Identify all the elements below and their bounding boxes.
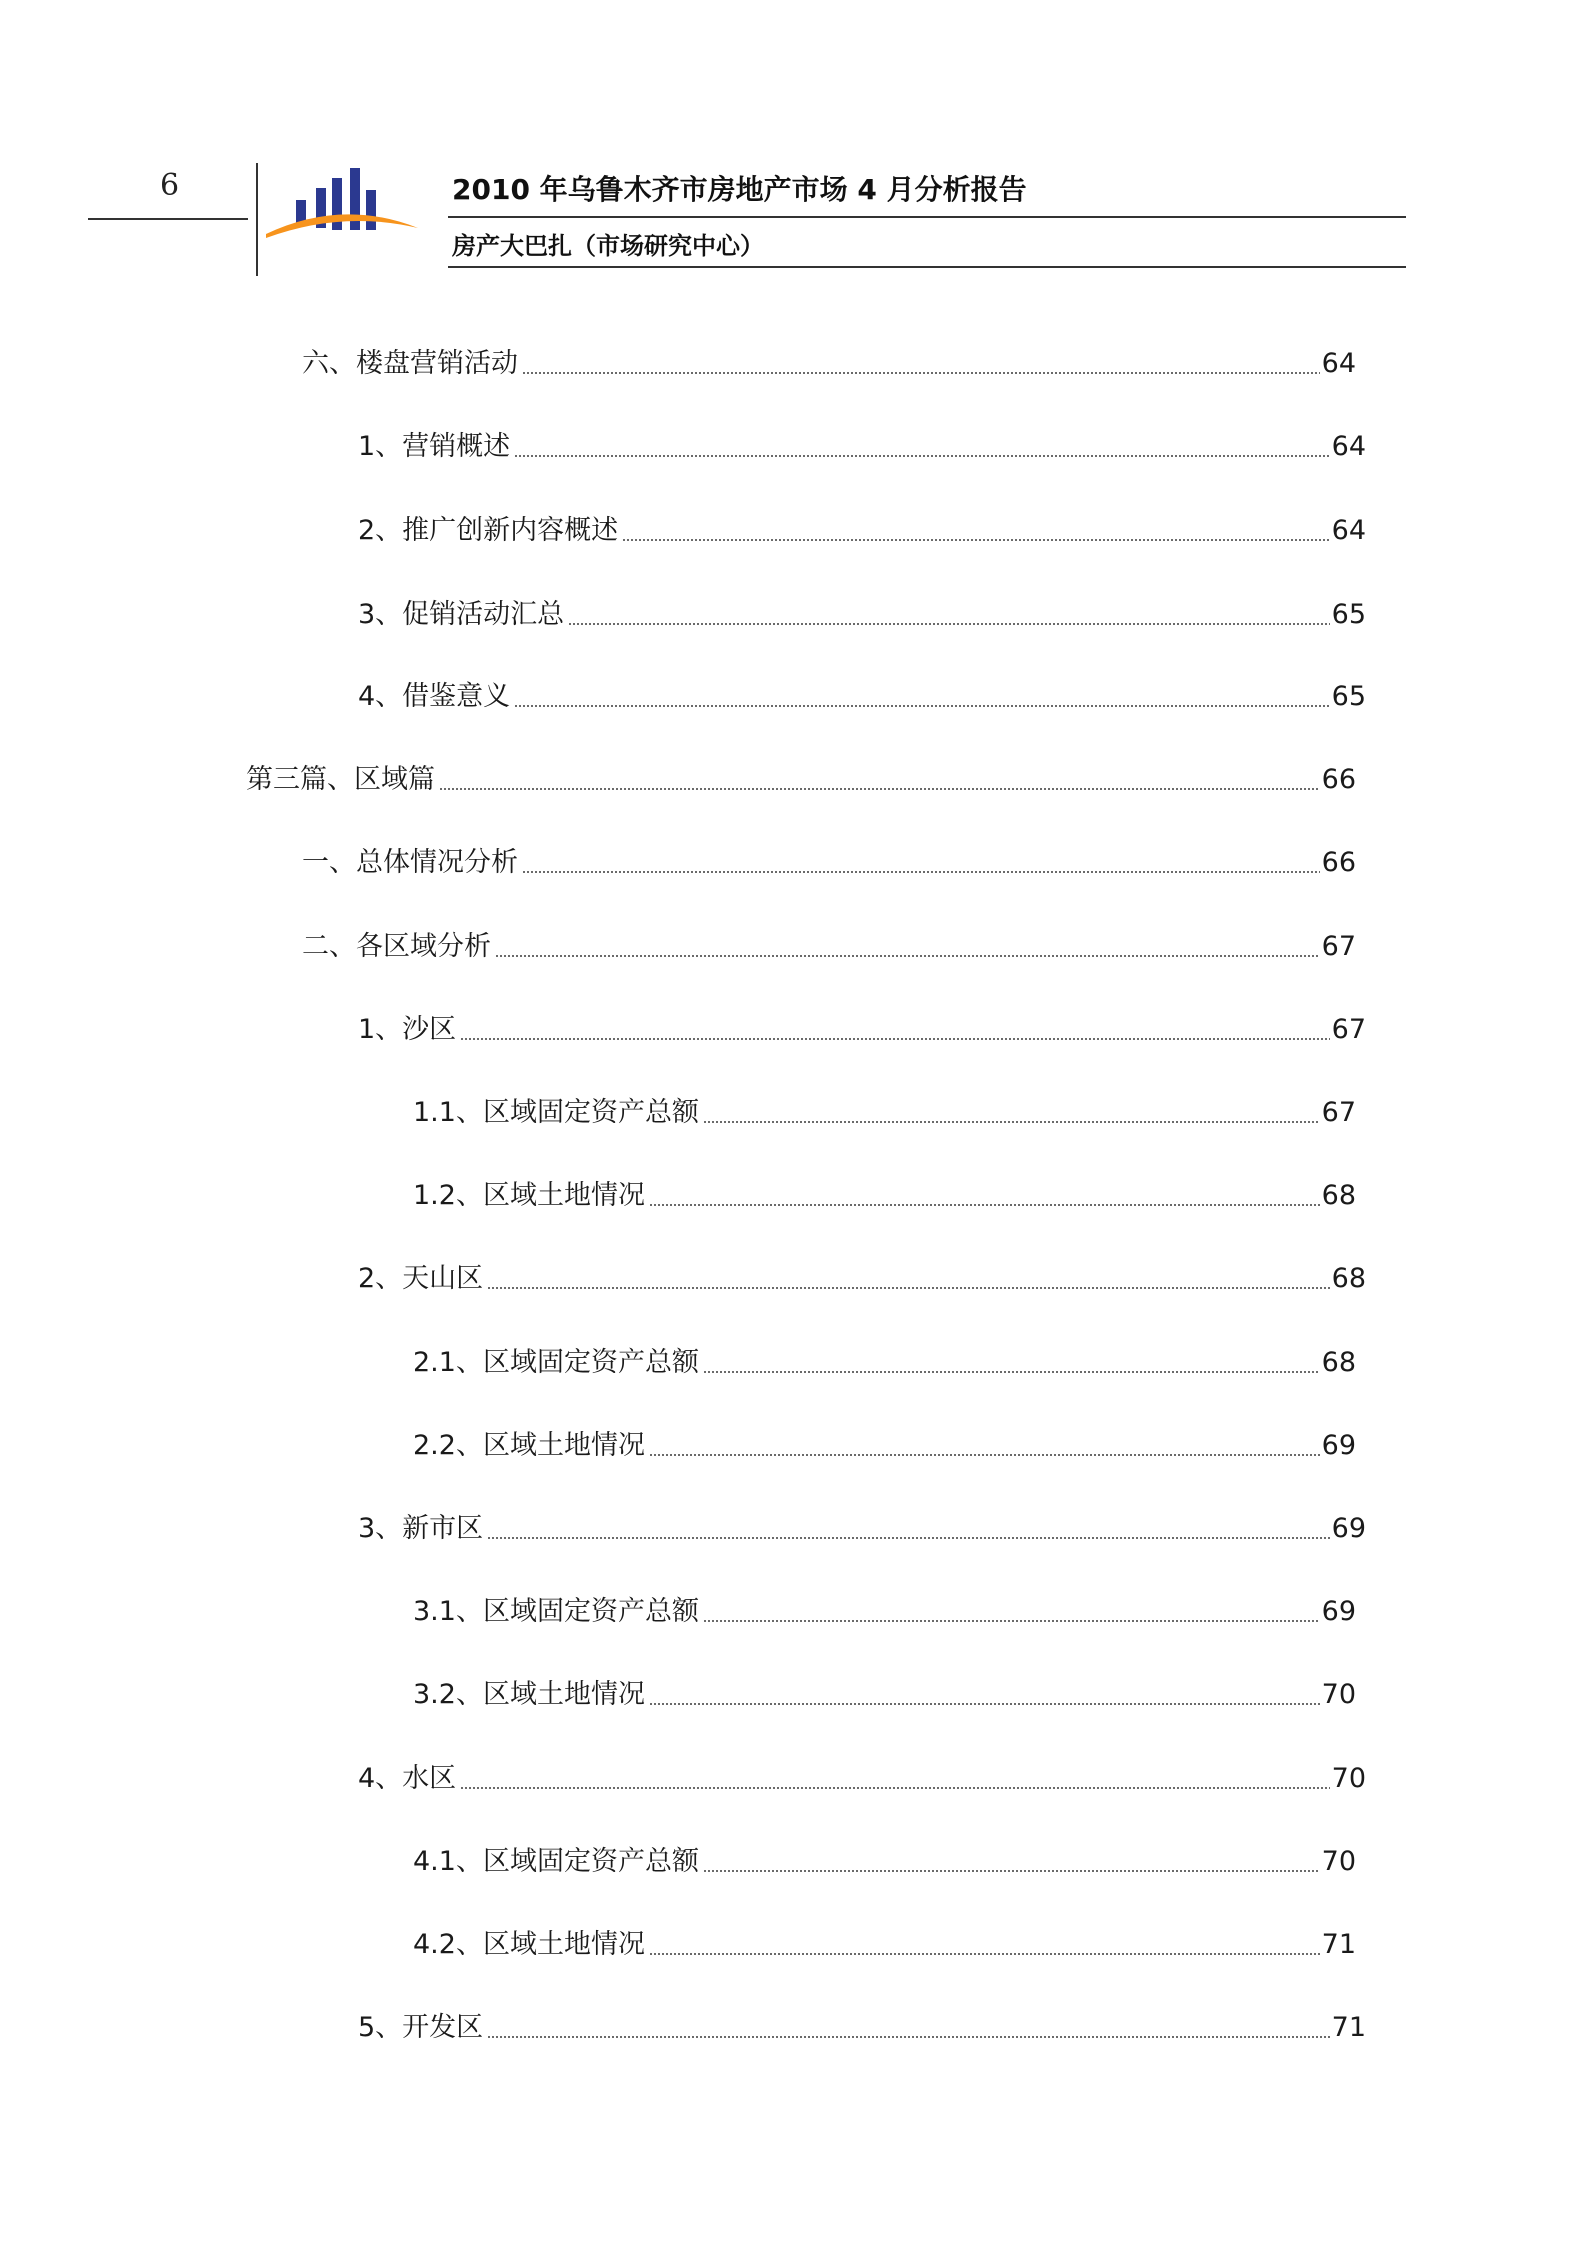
- toc-dot-leader: [703, 1371, 1320, 1373]
- toc-entry[interactable]: [413, 1090, 1356, 1130]
- toc-entry[interactable]: [358, 424, 1366, 464]
- toc-entry-page: 65: [1331, 599, 1366, 630]
- toc-dot-leader: [487, 1287, 1329, 1289]
- toc-entry-label: 2、推广创新内容概述: [358, 515, 619, 546]
- toc-entry-label: 4、水区: [358, 1763, 457, 1794]
- toc-entry-page: 71: [1321, 1929, 1356, 1960]
- toc-entry[interactable]: [302, 840, 1356, 880]
- toc-entry-page: 69: [1331, 1513, 1366, 1544]
- toc-entry-page: 68: [1321, 1347, 1356, 1378]
- toc-dot-leader: [487, 1537, 1329, 1539]
- toc-entry-page: 67: [1331, 1014, 1366, 1045]
- toc-entry-label: 3.1、区域固定资产总额: [413, 1596, 699, 1627]
- toc-entry-label: 2.2、区域土地情况: [413, 1430, 645, 1461]
- toc-dot-leader: [514, 455, 1329, 457]
- toc-entry-label: 1、沙区: [358, 1014, 457, 1045]
- toc-dot-leader: [514, 705, 1329, 707]
- page-number: 6: [160, 168, 180, 203]
- toc-dot-leader: [703, 1870, 1320, 1872]
- toc-entry-label: 3、促销活动汇总: [358, 599, 565, 630]
- toc-dot-leader: [649, 1703, 1320, 1705]
- toc-entry[interactable]: [358, 2005, 1366, 2045]
- toc-dot-leader: [703, 1121, 1320, 1123]
- toc-entry-page: 70: [1321, 1846, 1356, 1877]
- toc-entry-page: 64: [1331, 515, 1366, 546]
- toc-entry-label: 5、开发区: [358, 2012, 484, 2043]
- toc-entry-label: 六、楼盘营销活动: [302, 348, 518, 379]
- toc-entry[interactable]: [413, 1423, 1356, 1463]
- toc-entry-label: 1、营销概述: [358, 431, 511, 462]
- toc-entry[interactable]: [358, 674, 1366, 714]
- document-title: 2010 年乌鲁木齐市房地产市场 4 月分析报告: [452, 173, 1027, 206]
- toc-entry-label: 1.1、区域固定资产总额: [413, 1097, 699, 1128]
- toc-dot-leader: [703, 1620, 1320, 1622]
- toc-entry-page: 70: [1331, 1763, 1366, 1794]
- toc-entry-page: 67: [1321, 931, 1356, 962]
- toc-dot-leader: [649, 1953, 1320, 1955]
- toc-entry-page: 64: [1331, 431, 1366, 462]
- toc-entry[interactable]: [413, 1839, 1356, 1879]
- toc-entry-page: 68: [1321, 1180, 1356, 1211]
- toc-dot-leader: [460, 1038, 1329, 1040]
- toc-entry-page: 66: [1321, 847, 1356, 878]
- toc-dot-leader: [460, 1787, 1329, 1789]
- toc-entry[interactable]: [358, 1256, 1366, 1296]
- toc-dot-leader: [522, 871, 1320, 873]
- toc-entry[interactable]: [413, 1922, 1356, 1962]
- toc-entry-page: 69: [1321, 1430, 1356, 1461]
- toc-dot-leader: [522, 372, 1320, 374]
- toc-entry[interactable]: [358, 592, 1366, 632]
- toc-entry-page: 70: [1321, 1679, 1356, 1710]
- toc-entry-label: 3、新市区: [358, 1513, 484, 1544]
- toc-entry-label: 4、借鉴意义: [358, 681, 511, 712]
- toc-entry[interactable]: [302, 924, 1356, 964]
- toc-dot-leader: [439, 788, 1320, 790]
- toc-entry-label: 1.2、区域土地情况: [413, 1180, 645, 1211]
- toc-dot-leader: [649, 1204, 1320, 1206]
- toc-entry[interactable]: [413, 1340, 1356, 1380]
- toc-entry-page: 64: [1321, 348, 1356, 379]
- toc-entry[interactable]: [413, 1589, 1356, 1629]
- toc-entry[interactable]: [358, 508, 1366, 548]
- toc-entry[interactable]: [358, 1007, 1366, 1047]
- toc-entry-page: 67: [1321, 1097, 1356, 1128]
- toc-dot-leader: [649, 1454, 1320, 1456]
- toc-entry-page: 65: [1331, 681, 1366, 712]
- toc-entry[interactable]: [358, 1756, 1366, 1796]
- toc-entry-label: 4.1、区域固定资产总额: [413, 1846, 699, 1877]
- toc-entry[interactable]: [413, 1672, 1356, 1712]
- toc-entry[interactable]: [302, 341, 1356, 381]
- toc-dot-leader: [487, 2036, 1329, 2038]
- toc-entry[interactable]: [246, 757, 1356, 797]
- toc-entry-page: 69: [1321, 1596, 1356, 1627]
- toc-dot-leader: [495, 955, 1320, 957]
- toc-entry-label: 第三篇、区域篇: [246, 764, 435, 795]
- toc-entry-label: 一、总体情况分析: [302, 847, 518, 878]
- toc-entry[interactable]: [413, 1173, 1356, 1213]
- toc-entry-label: 2、天山区: [358, 1263, 484, 1294]
- toc-dot-leader: [622, 539, 1329, 541]
- toc-entry-page: 71: [1331, 2012, 1366, 2043]
- toc-entry-page: 66: [1321, 764, 1356, 795]
- toc-entry-label: 3.2、区域土地情况: [413, 1679, 645, 1710]
- toc-entry-page: 68: [1331, 1263, 1366, 1294]
- toc-entry-label: 二、各区域分析: [302, 931, 491, 962]
- toc-entry-label: 4.2、区域土地情况: [413, 1929, 645, 1960]
- toc-entry[interactable]: [358, 1506, 1366, 1546]
- toc-dot-leader: [568, 623, 1329, 625]
- toc-entry-label: 2.1、区域固定资产总额: [413, 1347, 699, 1378]
- document-subtitle: 房产大巴扎（市场研究中心）: [452, 232, 764, 260]
